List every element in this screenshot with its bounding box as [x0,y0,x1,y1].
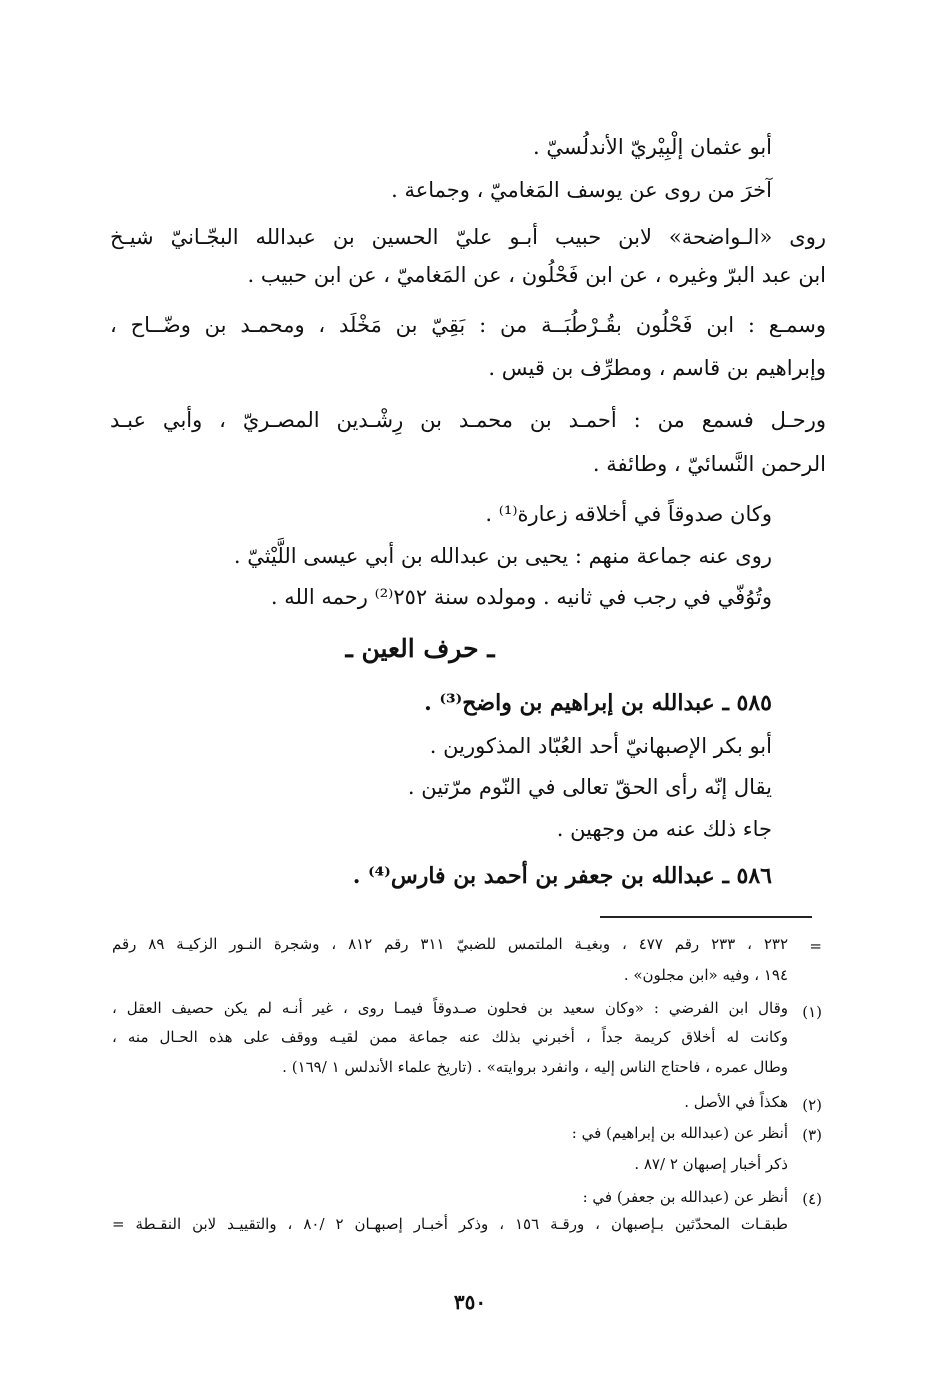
footnote-line: أنظر عن (عبدالله بن جعفر) في : [582,1188,788,1206]
footnote-number: (١) [802,1003,822,1021]
body-line: وكان صدوقاً في أخلاقه زعارة⁽¹⁾ . [485,502,772,526]
body-line: آخرَ من روى عن يوسف المَغاميّ ، وجماعة . [391,178,772,202]
footnote-line: ١٩٤ ، وفيه «ابن مجلون» . [623,966,788,984]
footnote-line: وطال عمره ، فاحتاج الناس إليه ، وانفرد بروايته» . (تاريخ علماء الأندلس ١ /١٦٩) . [282,1058,788,1076]
body-line: أبو عثمان إلْبِيْريّ الأندلُسيّ . [533,135,772,159]
footnote-separator [600,916,812,918]
entry-line: جاء ذلك عنه من وجهين . [556,817,772,841]
footnote-line: وكانت له أخلاق كريمة جداً ، أخبرني بذلك عنه جماعة ممن لقيـه ووقف على هذه الحـال منه ، [112,1028,788,1046]
footnote-line: هكذاً في الأصل . [684,1093,788,1111]
entry-title: ٥٨٦ ـ عبدالله بن جعفر بن أحمد بن فارس⁽⁴⁾ . [352,863,772,889]
body-line: روى عنه جماعة منهم : يحيى بن عبدالله بن أبي عيسى اللَّيْثيّ . [233,544,772,568]
page-number: ٣٥٠ [453,1290,487,1314]
footnote-line: ذكر أخبار إصبهان ٢ /٨٧ . [634,1155,788,1173]
entry-line: أبو بكر الإصبهانيّ أحد العُبّاد المذكورين . [429,734,772,758]
footnote-line: أنظر عن (عبدالله بن إبراهيم) في : [571,1124,788,1142]
footnote-continuation-mark: = [809,937,822,955]
body-line: وإبراهيم بن قاسم ، ومطرِّف بن قيس . [488,356,826,380]
section-heading: ـ حرف العين ـ [345,634,495,663]
body-line: روى «الـواضحة» لابن حبيب أبـو عليّ الحسين بن عبدالله البجّـانيّ شيـخ [110,225,826,249]
body-line: الرحمن النَّسائيّ ، وطائفة . [592,452,826,476]
entry-line: يقال إنّه رأى الحقّ تعالى في النّوم مرّتين . [407,775,772,799]
body-line: وتُوُفّي في رجب في ثانيه . ومولده سنة ٢٥٢⁽²⁾ رحمه الله . [270,585,772,609]
footnote-number: (٣) [802,1126,822,1144]
body-line: ورحـل فسمع من : أحمـد بن محمـد بن رِشْـدين المصـريّ ، وأبي عبـد [110,408,826,432]
footnote-number: (٢) [802,1096,822,1114]
body-line: وسمـع : ابن فَحْلُون بقُـرْطُبَــة من : بَقِيّ بن مَخْلَد ، ومحمـد بن وضّــاح ، [110,313,826,337]
footnote-number: (٤) [802,1190,822,1208]
footnote-line: وقال ابن الفرضي : «وكان سعيد بن فحلون صـدوقاً فيمـا روى ، غير أنـه لم يكن حصيف العقل ، [112,999,788,1017]
body-line: ابن عبد البرّ وغيره ، عن ابن فَحْلُون ، عن المَغاميّ ، عن ابن حبيب . [247,263,826,287]
footnote-line: طبقـات المحدّثين بـإصبهان ، ورقـة ١٥٦ ، وذكر أخبـار إصبهـان ٢ /٨٠ ، والتقييـد لابن النقـطة = [112,1215,788,1233]
footnote-line: ٢٣٢ ، ٢٣٣ رقم ٤٧٧ ، وبغيـة الملتمس للضبيّ ٣١١ رقم ٨١٢ ، وشجرة النـور الزكيـة ٨٩ رقم [112,935,789,953]
entry-title: ٥٨٥ ـ عبدالله بن إبراهيم بن واضح⁽³⁾ . [424,690,772,716]
